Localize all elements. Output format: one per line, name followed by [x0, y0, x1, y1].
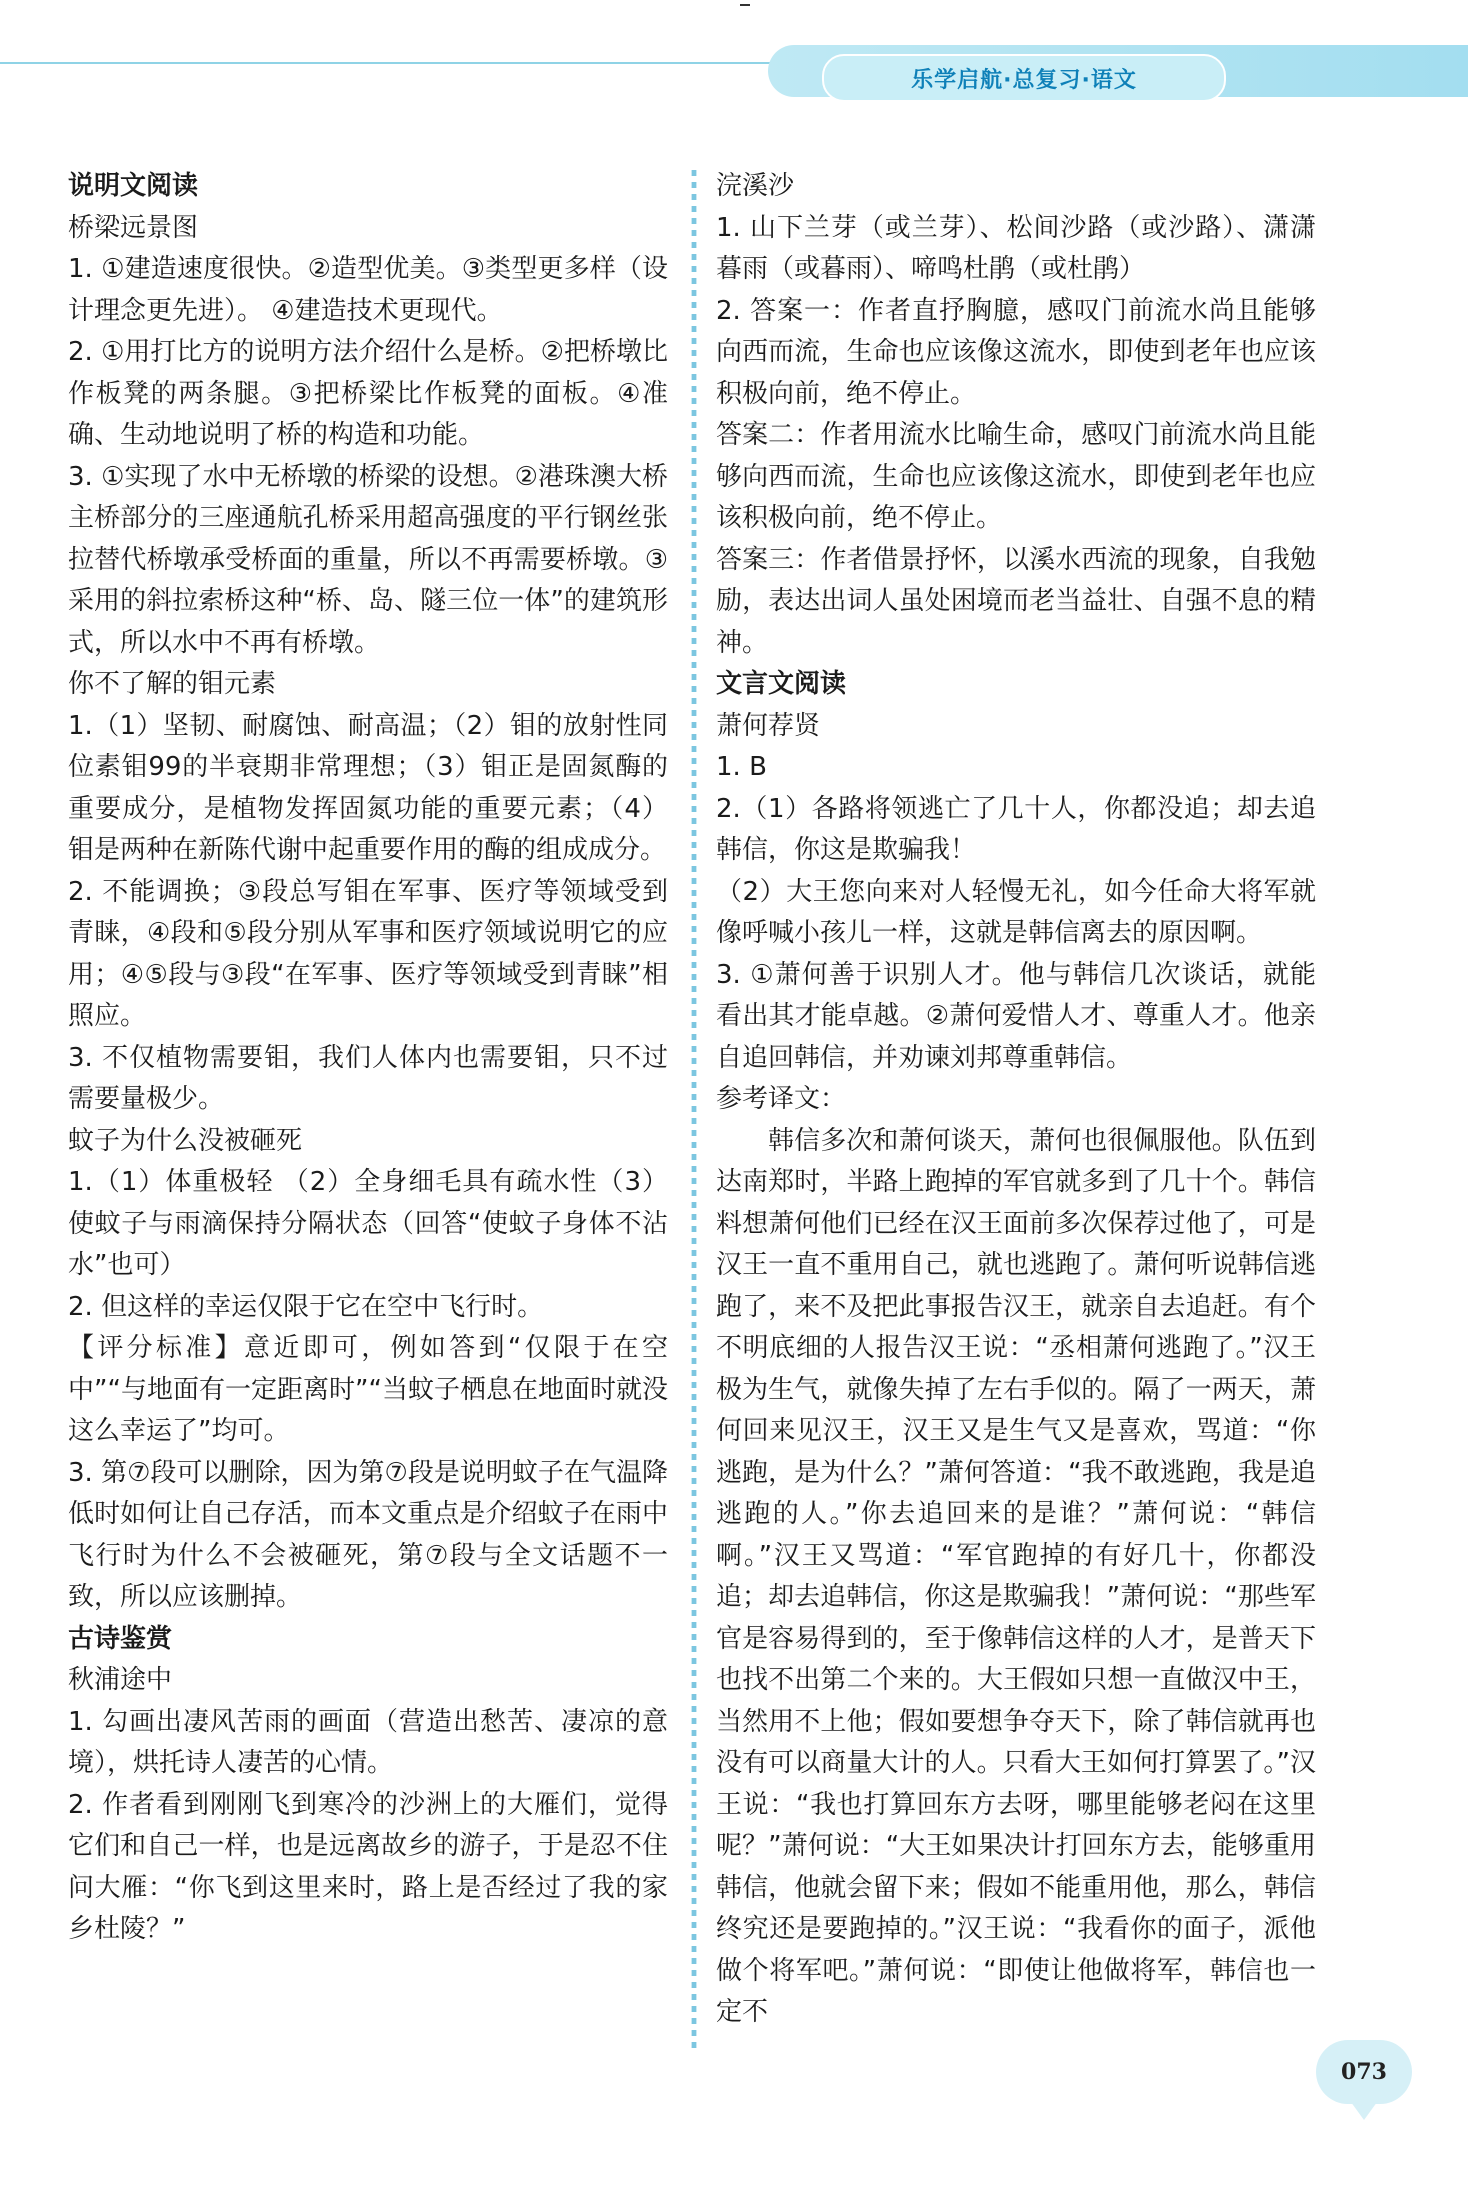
answer-paragraph: 3. ①实现了水中无桥墩的桥梁的设想。②港珠澳大桥主桥部分的三座通航孔桥采用超高强度的平行钢丝张拉替代桥墩承受桥面的重量，所以不再需要桥墩。③采用的斜拉索桥这种“桥、岛、隧三位一体”的建筑形式，所以水中不再有桥墩。 [68, 461, 668, 658]
answer-paragraph: 1. B [716, 752, 767, 782]
article-title: 蚊子为什么没被砸死 [68, 1125, 303, 1156]
answer-paragraph: 1.（1）体重极轻 （2）全身细毛具有疏水性（3）使蚊子与雨滴保持分隔状态（回答“使蚊子身体不沾水”也可） [68, 1167, 668, 1280]
answer-paragraph: 2. 作者看到刚刚飞到寒冷的沙洲上的大雁们，觉得它们和自己一样，也是远离故乡的游子，于是忍不住问大雁：“你飞到这里来时，路上是否经过了我的家乡杜陵？” [68, 1789, 668, 1944]
top-mark [740, 4, 750, 6]
answer-paragraph: 参考译文： [716, 1084, 847, 1114]
answer-paragraph: 3. 第⑦段可以删除，因为第⑦段是说明蚊子在气温降低时如何让自己存活，而本文重点是介绍蚊子在雨中飞行时为什么不会被砸死，第⑦段与全文话题不一致，所以应该删掉。 [68, 1457, 668, 1612]
answer-paragraph: 【评分标准】意近即可，例如答到“仅限于在空中”“与地面有一定距离时”“当蚊子栖息在地面时就没这么幸运了”均可。 [68, 1333, 668, 1446]
answer-paragraph: 2. 但这样的幸运仅限于它在空中飞行时。 [68, 1291, 544, 1322]
page-number: 073 [1316, 2040, 1412, 2104]
right-column [716, 166, 1316, 2034]
header-rule [0, 62, 790, 64]
article-title: 浣溪沙 [716, 171, 795, 201]
answer-paragraph: 2. 答案一：作者直抒胸臆，感叹门前流水尚且能够向西而流，生命也应该像这流水，即使到老年也应该积极向前，绝不停止。 [716, 295, 1316, 409]
answer-paragraph: 1. 山下兰芽（或兰芽）、松间沙路（或沙路）、潇潇暮雨（或暮雨）、啼鸣杜鹃（或杜鹃） [716, 212, 1316, 284]
header-title: 乐学启航·总复习·语文 [822, 54, 1226, 102]
answer-paragraph: 2. ①用打比方的说明方法介绍什么是桥。②把桥墩比作板凳的两条腿。③把桥梁比作板凳的面板。④准确、生动地说明了桥的构造和功能。 [68, 337, 668, 450]
answer-paragraph: 1.（1）坚韧、耐腐蚀、耐高温；（2）钼的放射性同位素钼99的半衰期非常理想；（3）钼正是固氮酶的重要成分，是植物发挥固氮功能的重要元素；（4）钼是两种在新陈代谢中起重要作用的酶的组成成分。 [68, 710, 668, 865]
article-title: 桥梁远景图 [68, 212, 199, 243]
answer-paragraph: 3. 不仅植物需要钼，我们人体内也需要钼，只不过需要量极少。 [68, 1042, 668, 1114]
answer-paragraph: 答案二：作者用流水比喻生命，感叹门前流水尚且能够向西而流，生命也应该像这流水，即使到老年也应该积极向前，绝不停止。 [716, 420, 1316, 533]
answer-paragraph: 答案三：作者借景抒怀，以溪水西流的现象，自我勉励，表达出词人虽处困境而老当益壮、自强不息的精神。 [716, 544, 1316, 658]
answer-paragraph: 1. ①建造速度很快。②造型优美。③类型更多样（设计理念更先进）。 ④建造技术更现代。 [68, 254, 668, 326]
answer-paragraph: 2. 不能调换；③段总写钼在军事、医疗等领域受到青睐，④段和⑤段分别从军事和医疗领域说明它的应用；④⑤段与③段“在军事、医疗等领域受到青睐”相照应。 [68, 876, 668, 1031]
left-column [68, 166, 668, 1951]
article-title: 萧何荐贤 [716, 710, 821, 741]
column-divider [682, 170, 706, 2050]
article-title: 秋浦途中 [68, 1665, 173, 1695]
answer-paragraph: 1. 勾画出凄风苦雨的画面（营造出愁苦、凄凉的意境），烘托诗人凄苦的心情。 [68, 1706, 668, 1778]
section-heading: 古诗鉴赏 [68, 1623, 173, 1654]
answer-paragraph: 2.（1）各路将领逃亡了几十人，你都没追；却去追韩信，你这是欺骗我！ [716, 793, 1316, 865]
section-heading: 文言文阅读 [716, 669, 847, 699]
answer-paragraph: 3. ①萧何善于识别人才。他与韩信几次谈话，就能看出其才能卓越。②萧何爱惜人才、尊重人才。他亲自追回韩信，并劝谏刘邦尊重韩信。 [716, 959, 1316, 1073]
article-title: 你不了解的钼元素 [68, 669, 277, 699]
answer-paragraph: （2）大王您向来对人轻慢无礼，如今任命大将军就像呼喊小孩儿一样，这就是韩信离去的原因啊。 [716, 876, 1316, 948]
translation-paragraph: 韩信多次和萧何谈天，萧何也很佩服他。队伍到达南郑时，半路上跑掉的军官就多到了几十个。韩信料想萧何他们已经在汉王面前多次保荐过他了，可是汉王一直不重用自己，就也逃跑了。萧何听说韩信逃跑了，来不及把此事报告汉王，就亲自去追赶。有个不明底细的人报告汉王说：“丞相萧何逃跑了。”汉王极为生气，就像失掉了左右手似的。隔了一两天，萧何回来见汉王，汉王又是生气又是喜欢，骂道：“你逃跑，是为什么？”萧何答道：“我不敢逃跑，我是追逃跑的人。”你去追回来的是谁？”萧何说：“韩信啊。”汉王又骂道：“军官跑掉的有好几十，你都没追；却去追韩信，你这是欺骗我！”萧何说：“那些军官是容易得到的，至于像韩信这样的人才，是普天下也找不出第二个来的。大王假如只想一直做汉中王，当然用不上他；假如要想争夺天下，除了韩信就再也没有可以商量大计的人。只看大王如何打算罢了。”汉王说：“我也打算回东方去呀，哪里能够老闷在这里呢？”萧何说：“大王如果决计打回东方去，能够重用韩信，他就会留下来；假如不能重用他，那么，韩信终究还是要跑掉的。”汉王说：“我看你的面子，派他做个将军吧。”萧何说：“即使让他做将军，韩信也一定不 [716, 1125, 1316, 2027]
section-heading: 说明文阅读 [68, 171, 199, 201]
